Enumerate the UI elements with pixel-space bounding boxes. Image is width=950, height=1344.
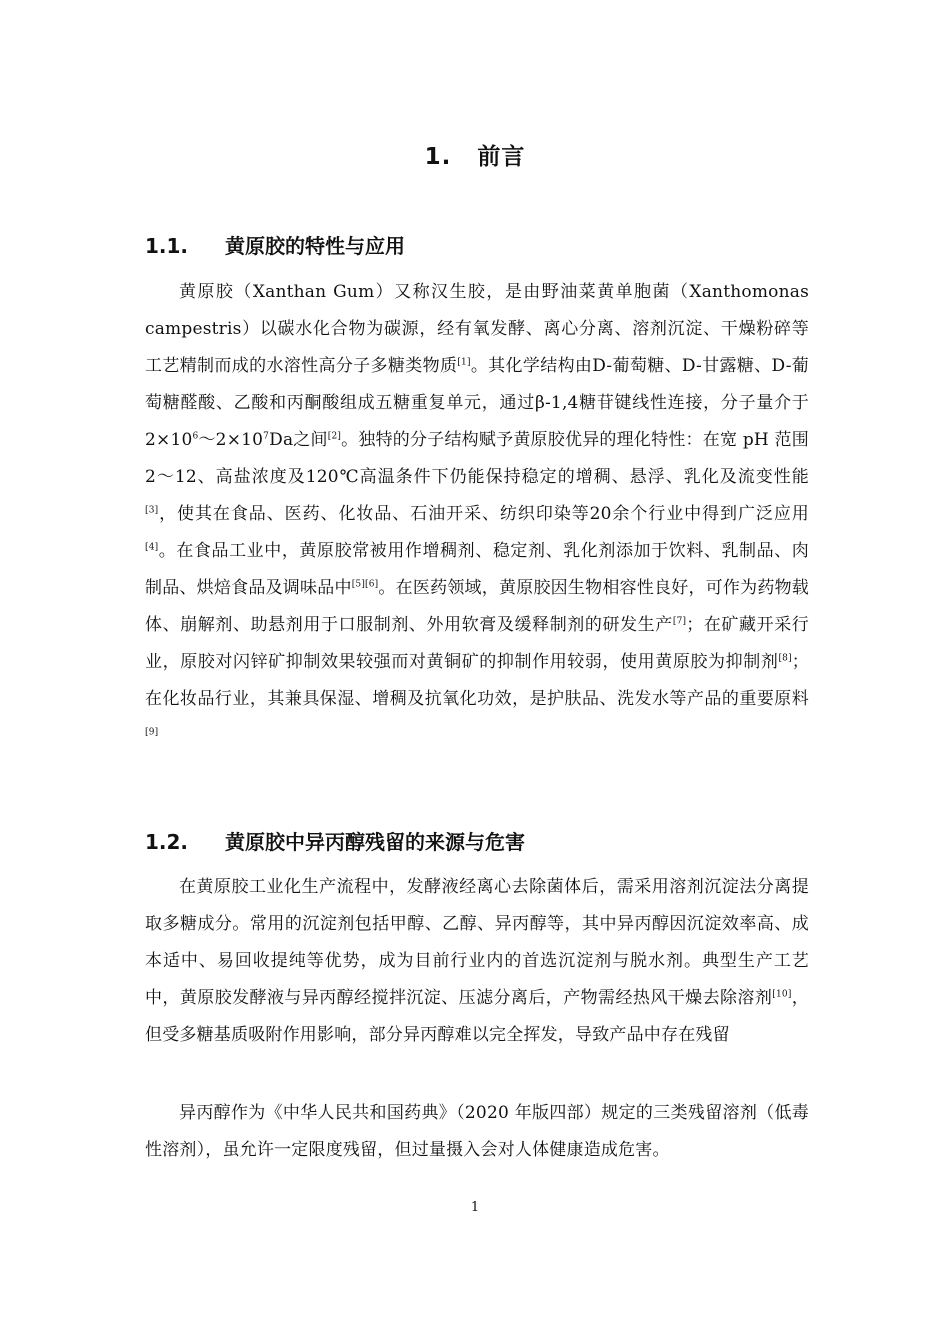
text-run: ；在矿藏开采行业，原胶对闪锌矿抑制效果较强而对黄铜矿的抑制作用较弱，使用黄原胶为抑制剂 <box>145 615 810 672</box>
chapter-number: 1. <box>424 144 452 170</box>
section-heading-1-1 <box>145 230 405 259</box>
text-run: 。其化学结构由D-葡萄糖、D-甘露糖、D-葡萄糖醛酸、乙酸和丙酮酸组成五糖重复单元，通过β-1,4糖苷键线性连接，分子量介于2×10 <box>145 356 809 450</box>
citation-marker: [3] <box>145 505 159 516</box>
citation-marker: [7] <box>672 616 687 627</box>
citation-marker: [5] <box>351 579 366 590</box>
body-paragraph <box>145 869 809 1054</box>
chapter-heading <box>0 138 950 171</box>
citation-marker: [1] <box>457 357 471 368</box>
citation-marker: [10] <box>772 989 792 1000</box>
text-run: 异丙醇作为《中华人民共和国药典》（2020 年版四部）规定的三类残留溶剂（低毒性溶剂），虽允许一定限度残留，但过量摄入会对人体健康造成危害。 <box>145 1103 809 1160</box>
citation-marker: [8] <box>778 653 792 664</box>
chapter-title: 前言 <box>477 144 526 170</box>
citation-marker: [6] <box>365 579 379 590</box>
citation-marker: 6 <box>192 431 199 442</box>
text-run: 。在食品工业中，黄原胶常被用作增稠剂、稳定剂、乳化剂添加于饮料、乳制品、肉制品、烘焙食品及调味品中 <box>145 541 809 598</box>
body-paragraph <box>145 274 809 755</box>
page-number: 1 <box>470 1200 480 1215</box>
text-run: 黄原胶（Xanthan Gum）又称汉生胶，是由野油菜黄单胞菌（Xanthomonas campestris）以碳水化合物为碳源，经有氧发酵、离心分离、溶剂沉淀、干燥粉碎等工艺精制而成的水溶性高分子多糖类物质 <box>145 282 809 376</box>
text-run: ，使其在食品、医药、化妆品、石油开采、纺织印染等20余个行业中得到广泛应用 <box>158 504 809 524</box>
citation-marker: 7 <box>263 431 270 442</box>
section-number: 1.2. <box>145 830 189 854</box>
section-title: 黄原胶中异丙醇残留的来源与危害 <box>225 830 525 854</box>
text-run: 。在医药领域，黄原胶因生物相容性良好，可作为药物载体、崩解剂、助悬剂用于口服制剂、外用软膏及缓释制剂的研发生产 <box>145 578 809 635</box>
section-heading-1-2 <box>145 826 525 855</box>
citation-marker: [2] <box>327 431 342 442</box>
citation-marker: [9] <box>145 727 159 738</box>
text-run: ～2×10 <box>198 430 264 450</box>
section-number: 1.1. <box>145 234 189 258</box>
text-run: 在黄原胶工业化生产流程中，发酵液经离心去除菌体后，需采用溶剂沉淀法分离提取多糖成分。常用的沉淀剂包括甲醇、乙醇、异丙醇等，其中异丙醇因沉淀效率高、成本适中、易回收提纯等优势，成为目前行业内的首选沉淀剂与脱水剂。典型生产工艺中，黄原胶发酵液与异丙醇经搅拌沉淀、压滤分离后，产物需经热风干燥去除溶剂 <box>145 877 809 1008</box>
text-run: 。独特的分子结构赋予黄原胶优异的理化特性：在宽 pH 范围2～12、高盐浓度及120℃高温条件下仍能保持稳定的增稠、悬浮、乳化及流变性能 <box>145 430 809 487</box>
text-run: Da之间 <box>269 430 328 450</box>
citation-marker: [4] <box>145 542 159 553</box>
text-run: ；在化妆品行业，其兼具保湿、增稠及抗氧化功效，是护肤品、洗发水等产品的重要原料 <box>145 652 809 709</box>
body-paragraph <box>145 1095 809 1169</box>
section-title: 黄原胶的特性与应用 <box>225 234 405 258</box>
text-run: ，但受多糖基质吸附作用影响，部分异丙醇难以完全挥发，导致产品中存在残留 <box>145 988 810 1045</box>
